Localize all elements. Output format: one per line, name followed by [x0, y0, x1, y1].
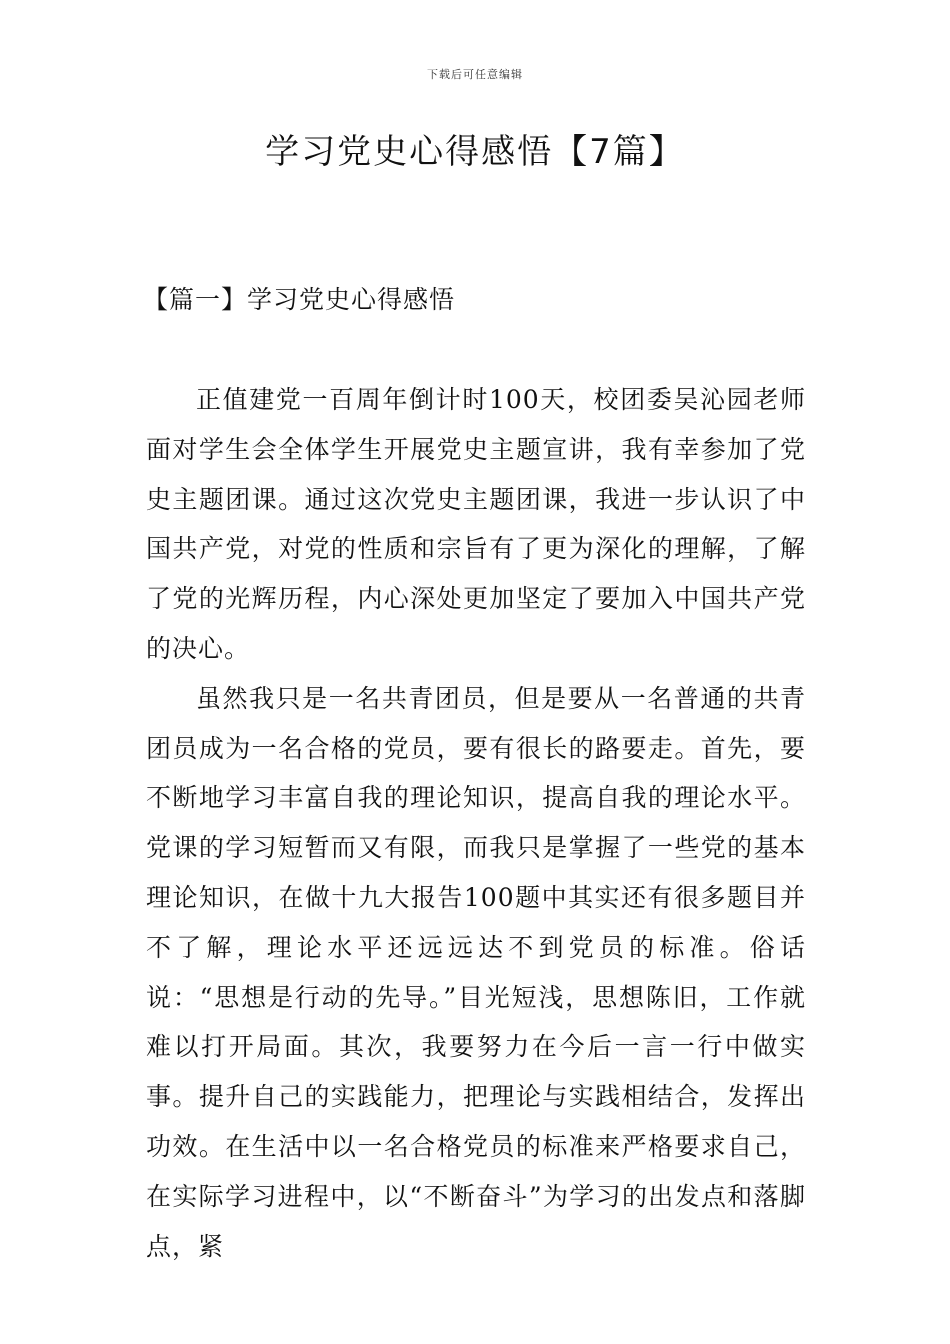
header-note: 下载后可任意编辑 [427, 68, 523, 81]
section-heading: 【篇一】学习党史心得感悟 [143, 285, 456, 314]
paragraph: 虽然我只是一名共青团员，但是要从一名普通的共青团员成为一名合格的党员，要有很长的路要走。首先，要不断地学习丰富自我的理论知识，提高自我的理论水平。党课的学习短暂而又有限，而我只是掌握了一些党的基本理论知识，在做十九大报告100题中其实还有很多题目并不了解，理论水平还远远达不到党员的标准。俗话说：“思想是行动的先导。”目光短浅，思想陈旧，工作就难以打开局面。其次，我要努力在今后一言一行中做实事。提升自己的实践能力，把理论与实践相结合，发挥出功效。在生活中以一名合格党员的标准来严格要求自己，在实际学习进程中，以“不断奋斗”为学习的出发点和落脚点，紧 [146, 683, 806, 1261]
paragraph: 正值建党一百周年倒计时100天，校团委吴沁园老师面对学生会全体学生开展党史主题宣讲，我有幸参加了党史主题团课。通过这次党史主题团课，我进一步认识了中国共产党，对党的性质和宗旨有了更为深化的理解，了解了党的光辉历程，内心深处更加坚定了要加入中国共产党的决心。 [146, 385, 806, 663]
body-text [146, 375, 806, 1271]
page-title: 学习党史心得感悟【7篇】 [265, 132, 685, 172]
